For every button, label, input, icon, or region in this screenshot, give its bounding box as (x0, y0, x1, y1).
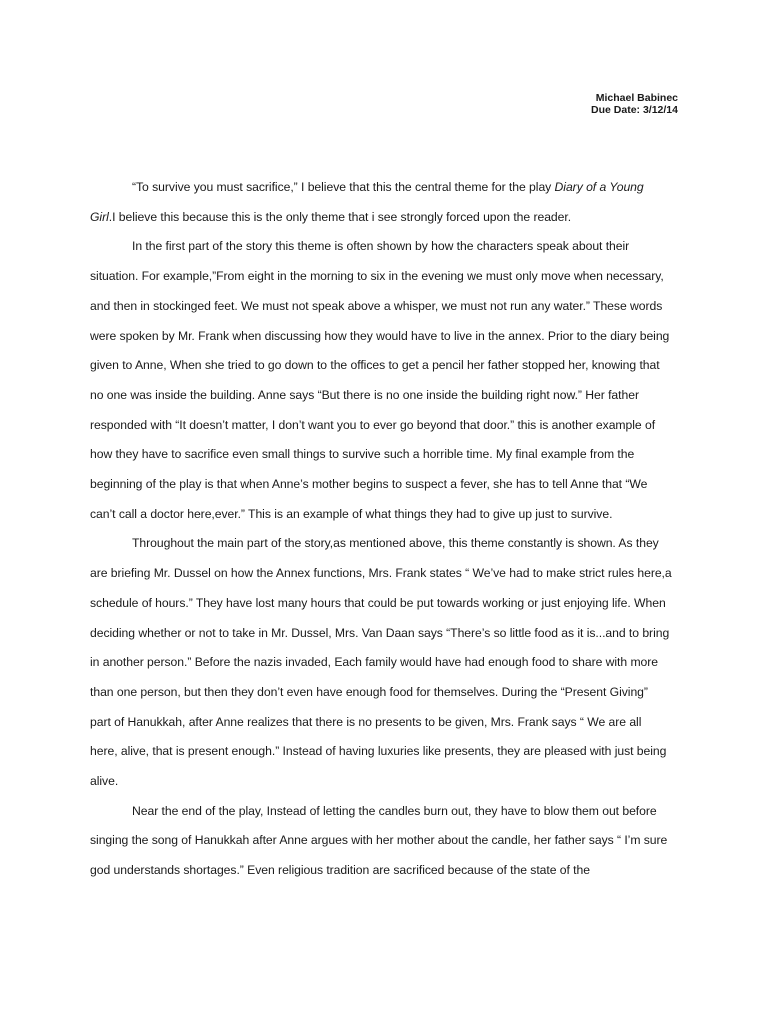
due-date: Due Date: 3/12/14 (591, 104, 678, 116)
paragraph-4: Near the end of the play, Instead of letting the candles burn out, they have to blow them out before singing the song of Hanukkah after Anne argues with her mother about the candle, her father says “ I’m sure god understands shortages.” Even religious tradition are sacrificed because of the state of the (90, 803, 668, 878)
paragraph-1-rest: .I believe this because this is the only theme that i see strongly forced upon the reader. (108, 209, 572, 224)
document-header (591, 92, 678, 116)
essay-body (90, 173, 672, 886)
paragraph-2: In the first part of the story this theme is often shown by how the characters speak about their situation. For example,”From eight in the morning to six in the evening we must only move when necessary, and then in stockinged feet. We must not speak above a whisper, we must not run any water.” These words were spoken by Mr. Frank when discussing how they would have to live in the annex. Prior to the diary being given to Anne, When she tried to go down to the offices to get a pencil her father stopped her, knowing that no one was inside the building. Anne says “But there is no one inside the building right now.” Her father responded with “It doesn’t matter, I don’t want you to ever go beyond that door.” this is another example of how they have to sacrifice even small things to survive such a horrible time. My final example from the beginning of the play is that when Anne’s mother begins to suspect a fever, she has to tell Anne that “We can’t call a doctor here,ever.” This is an example of what things they had to give up just to survive. (90, 239, 670, 521)
paragraph-1-intro: “To survive you must sacrifice,” I believe that this the central theme for the play (132, 180, 555, 194)
author-name: Michael Babinec (595, 92, 678, 104)
play-title: Diary of a Young Girl (90, 180, 644, 224)
paragraph-1 (90, 173, 672, 232)
paragraph-3: Throughout the main part of the story,as mentioned above, this theme constantly is shown. As they are briefing Mr. Dussel on how the Annex functions, Mrs. Frank states “ We’ve had to make strict rules here,a schedule of hours.” They have lost many hours that could be put towards working or just enjoying life. When deciding whether or not to take in Mr. Dussel, Mrs. Van Daan says “There’s so little food as it is...and to bring in another person.” Before the nazis invaded, Each family would have had enough food to share with more than one person, but then they don’t even have enough food for themselves. During the “Present Giving” part of Hanukkah, after Anne realizes that there is no presents to be given, Mrs. Frank says “ We are all here, alive, that is present enough.” Instead of having luxuries like presents, they are pleased with just being alive. (90, 536, 672, 789)
